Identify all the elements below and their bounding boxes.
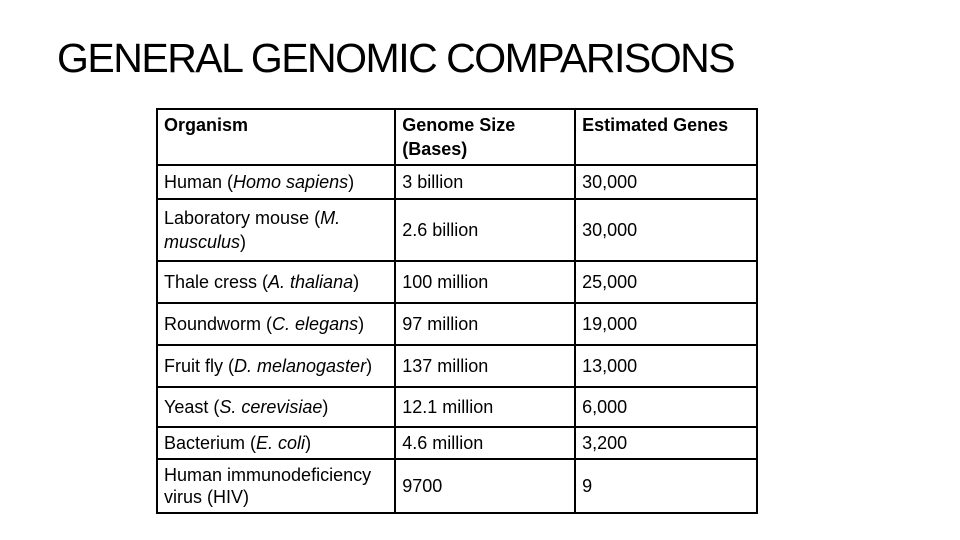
organism-name-prefix: Yeast ( bbox=[164, 397, 220, 417]
organism-name-suffix: ) bbox=[305, 433, 312, 453]
table-header-row bbox=[157, 109, 757, 165]
organism-scientific-name: A. thaliana bbox=[268, 272, 354, 292]
table-row bbox=[157, 165, 757, 199]
organism-cell bbox=[157, 165, 395, 199]
organism-name-prefix: Roundworm ( bbox=[164, 314, 273, 334]
organism-name-prefix: Fruit fly ( bbox=[164, 356, 234, 376]
estimated-genes-cell: 30,000 bbox=[575, 165, 757, 199]
genome-size-cell: 97 million bbox=[395, 303, 575, 345]
genome-comparison-table bbox=[156, 108, 758, 514]
organism-cell bbox=[157, 199, 395, 261]
organism-cell bbox=[157, 261, 395, 303]
organism-scientific-name: M. musculus bbox=[164, 208, 341, 252]
header-genome-size: Genome Size (Bases) bbox=[395, 109, 575, 165]
table-row bbox=[157, 345, 757, 387]
header-organism: Organism bbox=[157, 109, 395, 165]
organism-name-prefix: Human ( bbox=[164, 172, 234, 192]
estimated-genes-cell: 13,000 bbox=[575, 345, 757, 387]
organism-name-prefix: Thale cress ( bbox=[164, 272, 269, 292]
organism-name-suffix: ) bbox=[322, 397, 329, 417]
organism-scientific-name: D. melanogaster bbox=[234, 356, 367, 376]
organism-scientific-name: E. coli bbox=[256, 433, 306, 453]
header-estimated-genes: Estimated Genes bbox=[575, 109, 757, 165]
organism-name-prefix: Human immunodeficiency virus (HIV) bbox=[164, 465, 372, 507]
organism-scientific-name: C. elegans bbox=[272, 314, 359, 334]
organism-scientific-name: Homo sapiens bbox=[233, 172, 349, 192]
genome-size-cell: 12.1 million bbox=[395, 387, 575, 427]
organism-cell bbox=[157, 459, 395, 513]
organism-scientific-name: S. cerevisiae bbox=[219, 397, 323, 417]
organism-cell bbox=[157, 345, 395, 387]
organism-name-suffix: ) bbox=[348, 172, 355, 192]
estimated-genes-cell: 6,000 bbox=[575, 387, 757, 427]
slide-title: GENERAL GENOMIC COMPARISONS bbox=[57, 35, 735, 81]
table-row bbox=[157, 459, 757, 513]
table-row bbox=[157, 427, 757, 459]
organism-name-prefix: Bacterium ( bbox=[164, 433, 257, 453]
estimated-genes-cell: 30,000 bbox=[575, 199, 757, 261]
genome-size-cell: 100 million bbox=[395, 261, 575, 303]
genome-size-cell: 2.6 billion bbox=[395, 199, 575, 261]
genome-size-cell: 3 billion bbox=[395, 165, 575, 199]
table-row bbox=[157, 303, 757, 345]
estimated-genes-cell: 9 bbox=[575, 459, 757, 513]
table-row bbox=[157, 199, 757, 261]
organism-name-suffix: ) bbox=[240, 232, 247, 252]
table-row bbox=[157, 387, 757, 427]
genome-size-cell: 137 million bbox=[395, 345, 575, 387]
organism-name-suffix: ) bbox=[353, 272, 360, 292]
organism-cell bbox=[157, 427, 395, 459]
organism-name-suffix: ) bbox=[366, 356, 373, 376]
organism-name-suffix: ) bbox=[358, 314, 365, 334]
organism-cell bbox=[157, 303, 395, 345]
genome-size-cell: 9700 bbox=[395, 459, 575, 513]
estimated-genes-cell: 3,200 bbox=[575, 427, 757, 459]
estimated-genes-cell: 25,000 bbox=[575, 261, 757, 303]
organism-cell bbox=[157, 387, 395, 427]
organism-name-prefix: Laboratory mouse ( bbox=[164, 208, 321, 228]
estimated-genes-cell: 19,000 bbox=[575, 303, 757, 345]
genome-size-cell: 4.6 million bbox=[395, 427, 575, 459]
table-row bbox=[157, 261, 757, 303]
